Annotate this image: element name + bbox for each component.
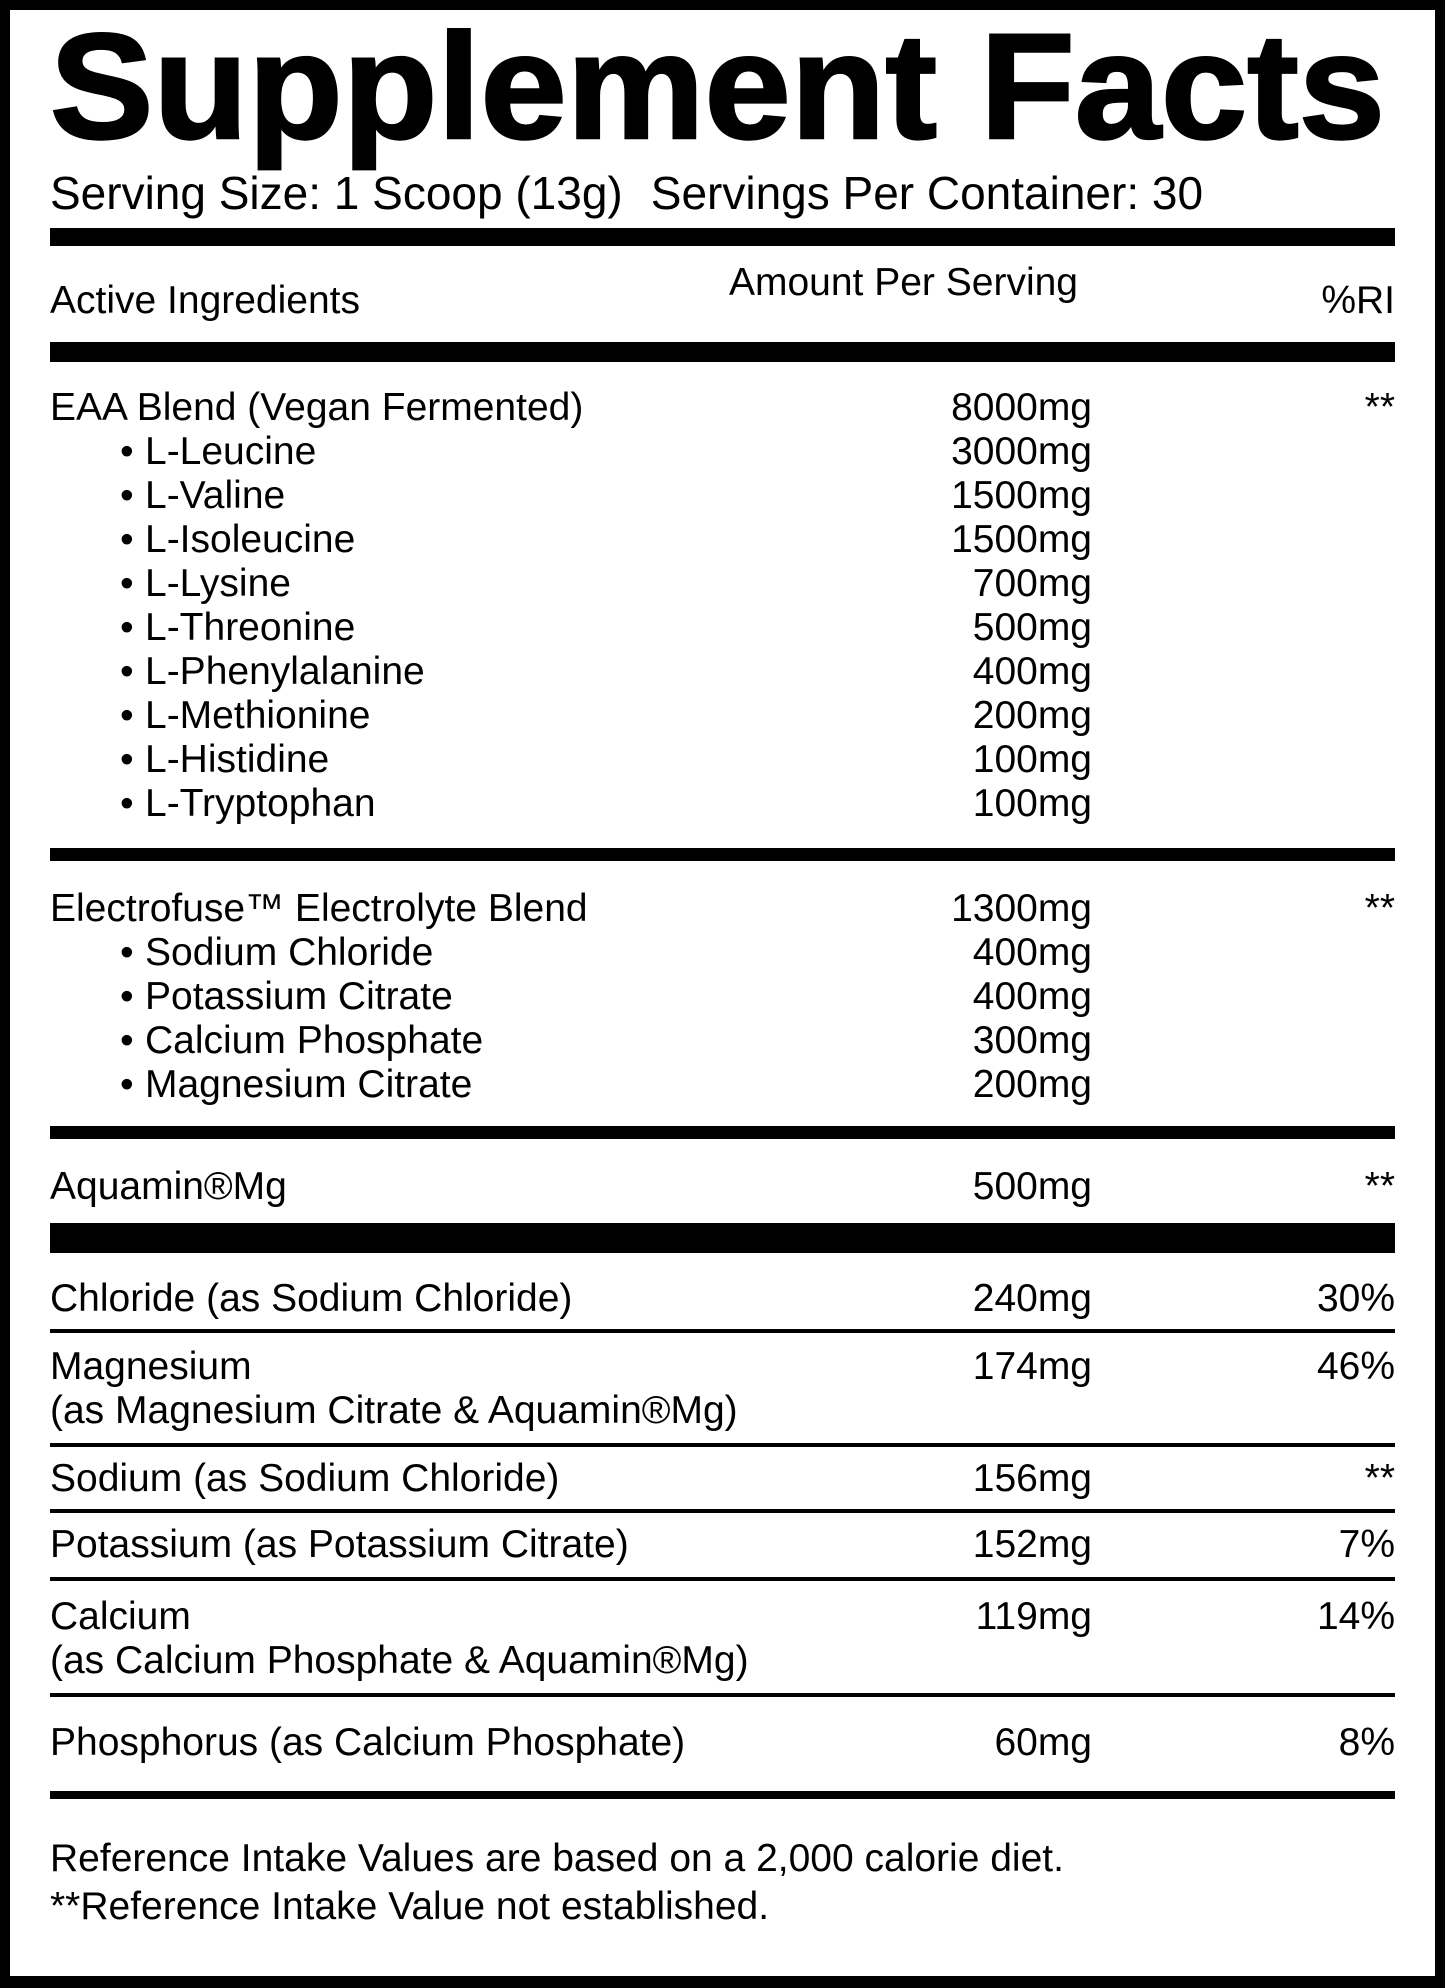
mineral-name: Phosphorus (as Calcium Phosphate) bbox=[50, 1721, 686, 1764]
bullet-icon: • bbox=[120, 1019, 134, 1062]
ingredient-name-cell bbox=[50, 738, 777, 782]
servings-per-container-text: Servings Per Container: 30 bbox=[650, 167, 1204, 219]
ingredient-row bbox=[50, 782, 1395, 826]
ingredient-row bbox=[50, 562, 1395, 606]
bullet-icon: • bbox=[120, 738, 134, 781]
section-electrolyte-blend bbox=[50, 861, 1395, 1126]
amount-per-serving-value: 1500mg bbox=[951, 474, 1092, 517]
ri-value bbox=[1092, 606, 1395, 650]
ri-value bbox=[1092, 931, 1395, 975]
bullet-icon: • bbox=[120, 430, 134, 473]
amount-per-serving-value: 119mg bbox=[975, 1595, 1092, 1638]
ingredient-row bbox=[50, 1019, 1395, 1063]
column-header-amount-per-serving: Amount Per Serving bbox=[728, 261, 1078, 304]
ri-value: ** bbox=[1364, 887, 1395, 930]
ingredient-name-cell bbox=[50, 887, 777, 931]
mineral-name-cell bbox=[50, 1277, 777, 1321]
bullet-icon: • bbox=[120, 474, 134, 517]
mineral-row bbox=[50, 1253, 1395, 1329]
ingredient-name: Aquamin®Mg bbox=[50, 1165, 287, 1208]
ri-value: 8% bbox=[1338, 1721, 1395, 1764]
bullet-icon: • bbox=[120, 650, 134, 693]
amount-per-serving-value: 60mg bbox=[994, 1721, 1092, 1764]
mineral-row bbox=[50, 1697, 1395, 1791]
section-aquamin bbox=[50, 1139, 1395, 1223]
amount-per-serving-value: 8000mg bbox=[951, 386, 1092, 429]
ingredient-name: L-Histidine bbox=[145, 738, 330, 781]
ingredient-name: Electrofuse™ Electrolyte Blend bbox=[50, 887, 588, 930]
divider-xthick bbox=[50, 1223, 1395, 1253]
amount-per-serving-value: 156mg bbox=[972, 1457, 1092, 1500]
amount-per-serving-value: 500mg bbox=[972, 606, 1092, 649]
ri-value bbox=[1092, 1019, 1395, 1063]
ingredient-name: EAA Blend (Vegan Fermented) bbox=[50, 386, 584, 429]
ri-value bbox=[1092, 975, 1395, 1019]
divider-heavy bbox=[50, 342, 1395, 362]
minerals-section bbox=[50, 1253, 1395, 1791]
mineral-source: (as Magnesium Citrate & Aquamin®Mg) bbox=[50, 1389, 738, 1432]
ingredient-name: L-Phenylalanine bbox=[145, 650, 425, 693]
mineral-name: Calcium bbox=[50, 1595, 191, 1638]
ingredient-name: L-Lysine bbox=[145, 562, 291, 605]
ingredient-sections bbox=[50, 362, 1395, 1253]
ri-value bbox=[1092, 738, 1395, 782]
page-title: Supplement Facts bbox=[50, 2, 1386, 170]
section-eaa-blend bbox=[50, 362, 1395, 848]
ingredient-row bbox=[50, 887, 1395, 931]
mineral-row bbox=[50, 1513, 1395, 1577]
mineral-name: Sodium (as Sodium Chloride) bbox=[50, 1457, 560, 1500]
divider-heavy bbox=[50, 228, 1395, 246]
bullet-icon: • bbox=[120, 562, 134, 605]
amount-per-serving-value: 152mg bbox=[972, 1523, 1092, 1566]
mineral-name: Magnesium bbox=[50, 1345, 252, 1388]
ri-value: 7% bbox=[1338, 1523, 1395, 1566]
ingredient-name: L-Tryptophan bbox=[145, 782, 376, 825]
ingredient-name: L-Threonine bbox=[145, 606, 356, 649]
ingredient-row bbox=[50, 606, 1395, 650]
mineral-name-cell bbox=[50, 1595, 777, 1683]
ri-value: 46% bbox=[1316, 1345, 1395, 1388]
amount-per-serving-value: 200mg bbox=[972, 694, 1092, 737]
ingredient-name-cell bbox=[50, 386, 777, 430]
amount-per-serving-value: 400mg bbox=[972, 650, 1092, 693]
mineral-row bbox=[50, 1447, 1395, 1509]
ingredient-name-cell bbox=[50, 474, 777, 518]
bullet-icon: • bbox=[120, 518, 134, 561]
bullet-icon: • bbox=[120, 606, 134, 649]
ri-value bbox=[1092, 782, 1395, 826]
ingredient-name-cell bbox=[50, 562, 777, 606]
ri-value: ** bbox=[1364, 386, 1395, 429]
ingredient-name-cell bbox=[50, 1019, 777, 1063]
ingredient-name: Potassium Citrate bbox=[145, 975, 453, 1018]
bullet-icon: • bbox=[120, 1063, 134, 1106]
mineral-name: Chloride (as Sodium Chloride) bbox=[50, 1277, 573, 1320]
ingredient-name-cell bbox=[50, 518, 777, 562]
ingredient-name: Calcium Phosphate bbox=[145, 1019, 484, 1062]
bullet-icon: • bbox=[120, 931, 134, 974]
ingredient-name: L-Isoleucine bbox=[145, 518, 356, 561]
mineral-row bbox=[50, 1581, 1395, 1693]
ingredient-row bbox=[50, 430, 1395, 474]
amount-per-serving-value: 1500mg bbox=[951, 518, 1092, 561]
column-header-ri: %RI bbox=[1321, 279, 1395, 322]
amount-per-serving-value: 174mg bbox=[972, 1345, 1092, 1388]
footnote-line: **Reference Intake Value not established. bbox=[50, 1885, 770, 1928]
mineral-source: (as Calcium Phosphate & Aquamin®Mg) bbox=[50, 1639, 749, 1682]
amount-per-serving-value: 700mg bbox=[972, 562, 1092, 605]
ri-value: 14% bbox=[1316, 1595, 1395, 1638]
ingredient-row bbox=[50, 694, 1395, 738]
ri-value: ** bbox=[1364, 1165, 1395, 1208]
mineral-name-cell bbox=[50, 1457, 777, 1501]
ingredient-row bbox=[50, 650, 1395, 694]
amount-per-serving-value: 400mg bbox=[972, 931, 1092, 974]
amount-per-serving-value: 100mg bbox=[972, 738, 1092, 781]
title-art bbox=[50, 2, 1395, 170]
ingredient-name-cell bbox=[50, 782, 777, 826]
ingredient-name: L-Valine bbox=[145, 474, 286, 517]
ri-value: 30% bbox=[1316, 1277, 1395, 1320]
mineral-name: Potassium (as Potassium Citrate) bbox=[50, 1523, 629, 1566]
ri-value: ** bbox=[1364, 1457, 1395, 1500]
ingredient-name-cell bbox=[50, 1063, 777, 1107]
ingredient-row bbox=[50, 1165, 1395, 1209]
amount-per-serving-value: 500mg bbox=[972, 1165, 1092, 1208]
ingredient-row bbox=[50, 975, 1395, 1019]
ingredient-name: L-Leucine bbox=[145, 430, 317, 473]
column-header-active-ingredients: Active Ingredients bbox=[50, 279, 361, 322]
amount-per-serving-value: 300mg bbox=[972, 1019, 1092, 1062]
ingredient-name-cell bbox=[50, 1165, 777, 1209]
mineral-name-cell bbox=[50, 1721, 777, 1765]
ingredient-row bbox=[50, 474, 1395, 518]
ingredient-name-cell bbox=[50, 650, 777, 694]
ri-value bbox=[1092, 562, 1395, 606]
serving-info bbox=[50, 168, 1395, 218]
column-header-row bbox=[50, 246, 1395, 342]
mineral-name-cell bbox=[50, 1345, 777, 1433]
mineral-row bbox=[50, 1333, 1395, 1443]
ingredient-name: Sodium Chloride bbox=[145, 931, 434, 974]
serving-size-text: Serving Size: 1 Scoop (13g) bbox=[50, 167, 623, 219]
divider-thick bbox=[50, 848, 1395, 861]
divider-thick bbox=[50, 1126, 1395, 1139]
amount-per-serving-value: 100mg bbox=[972, 782, 1092, 825]
bullet-icon: • bbox=[120, 975, 134, 1018]
ri-value bbox=[1092, 474, 1395, 518]
ingredient-name-cell bbox=[50, 430, 777, 474]
amount-per-serving-value: 400mg bbox=[972, 975, 1092, 1018]
ingredient-name-cell bbox=[50, 975, 777, 1019]
ingredient-name: L-Methionine bbox=[145, 694, 371, 737]
amount-per-serving-value: 3000mg bbox=[951, 430, 1092, 473]
ri-value bbox=[1092, 650, 1395, 694]
amount-per-serving-value: 1300mg bbox=[951, 887, 1092, 930]
ingredient-name-cell bbox=[50, 606, 777, 650]
ingredient-row bbox=[50, 738, 1395, 782]
ingredient-row bbox=[50, 1063, 1395, 1107]
divider-medium bbox=[50, 1791, 1395, 1799]
bullet-icon: • bbox=[120, 782, 134, 825]
ingredient-row bbox=[50, 931, 1395, 975]
ri-value bbox=[1092, 1063, 1395, 1107]
ingredient-name-cell bbox=[50, 931, 777, 975]
ingredient-name-cell bbox=[50, 694, 777, 738]
ingredient-row bbox=[50, 518, 1395, 562]
ri-value bbox=[1092, 518, 1395, 562]
amount-per-serving-value: 200mg bbox=[972, 1063, 1092, 1106]
ri-value bbox=[1092, 430, 1395, 474]
ingredient-name: Magnesium Citrate bbox=[145, 1063, 473, 1106]
footnotes bbox=[50, 1835, 1395, 1931]
amount-per-serving-value: 240mg bbox=[972, 1277, 1092, 1320]
mineral-name-cell bbox=[50, 1523, 777, 1567]
ingredient-row bbox=[50, 386, 1395, 430]
bullet-icon: • bbox=[120, 694, 134, 737]
ri-value bbox=[1092, 694, 1395, 738]
footnote-line: Reference Intake Values are based on a 2,000 calorie diet. bbox=[50, 1837, 1064, 1880]
